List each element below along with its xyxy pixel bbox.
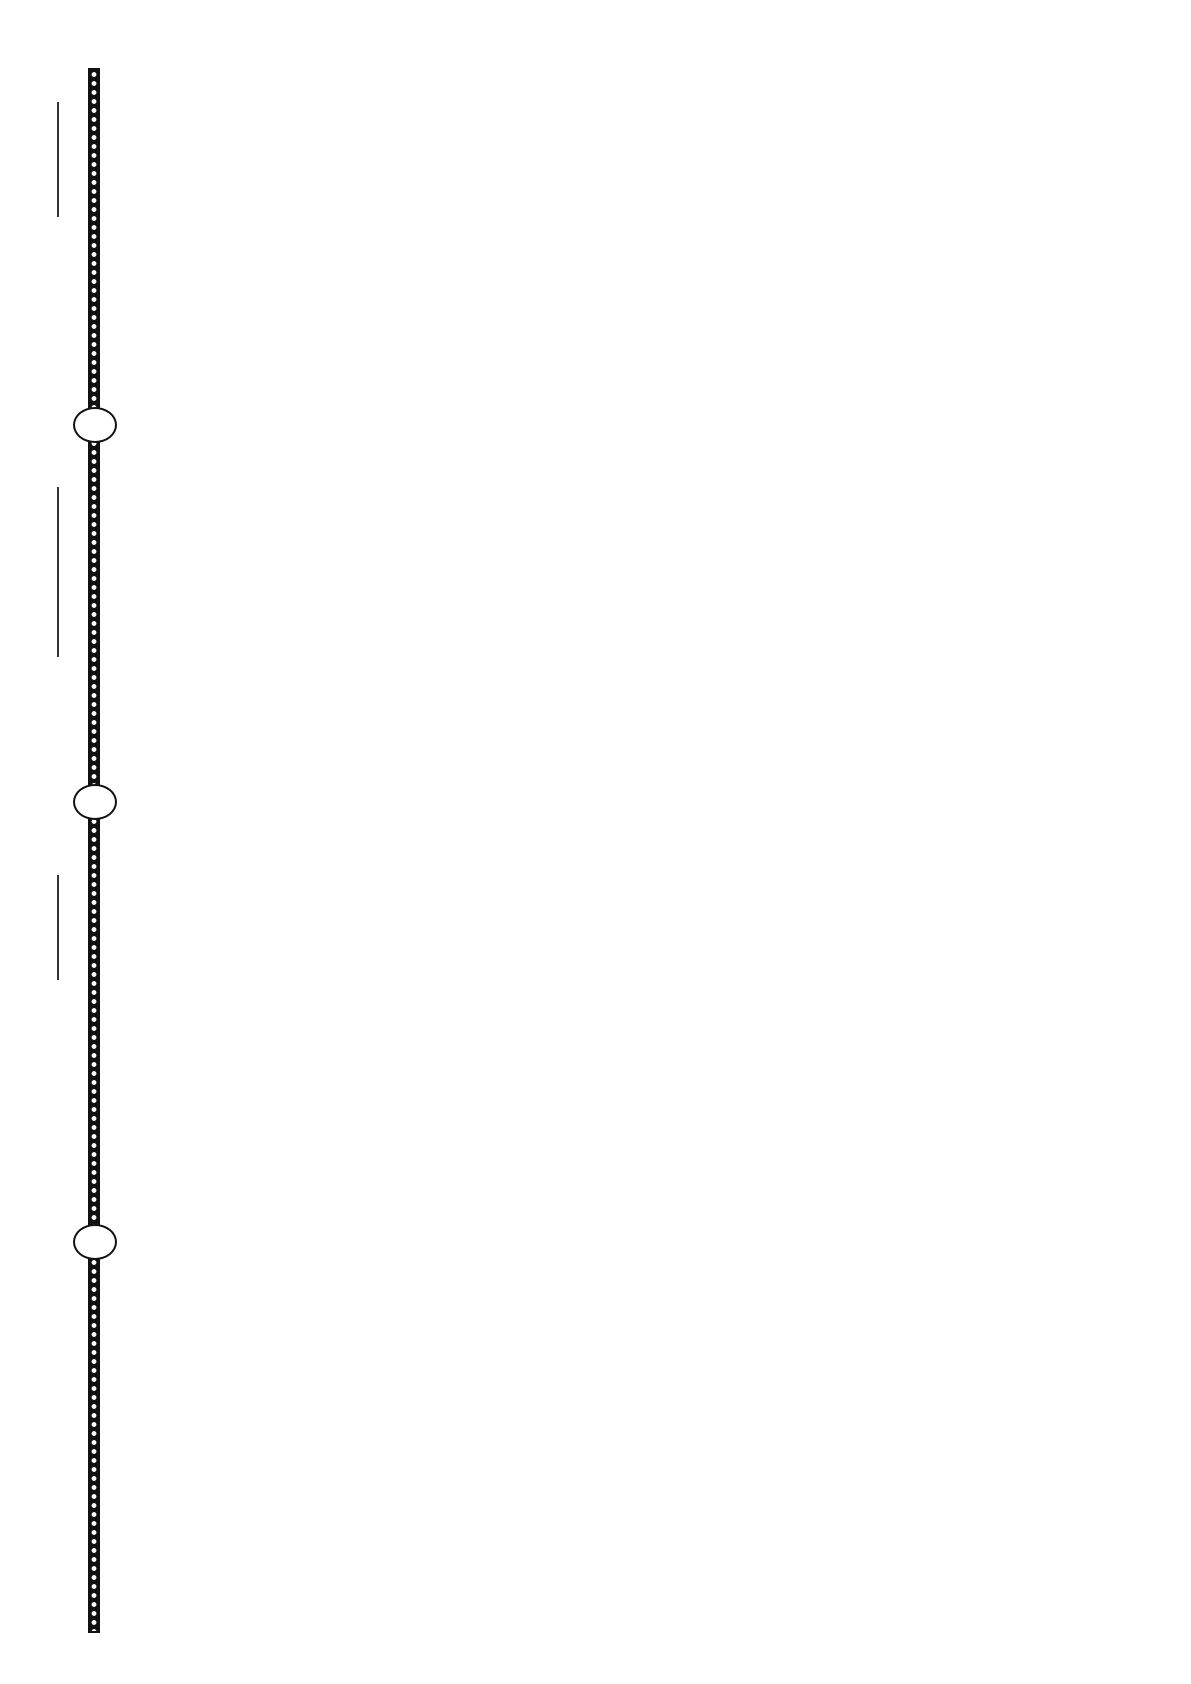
seal-xian xyxy=(73,407,117,443)
seal-mi xyxy=(73,1224,117,1260)
binding-line xyxy=(88,68,100,1633)
seal-feng xyxy=(73,784,117,820)
class-blank[interactable] xyxy=(57,875,59,980)
name-blank[interactable] xyxy=(57,487,59,657)
student-id-blank[interactable] xyxy=(57,102,59,217)
